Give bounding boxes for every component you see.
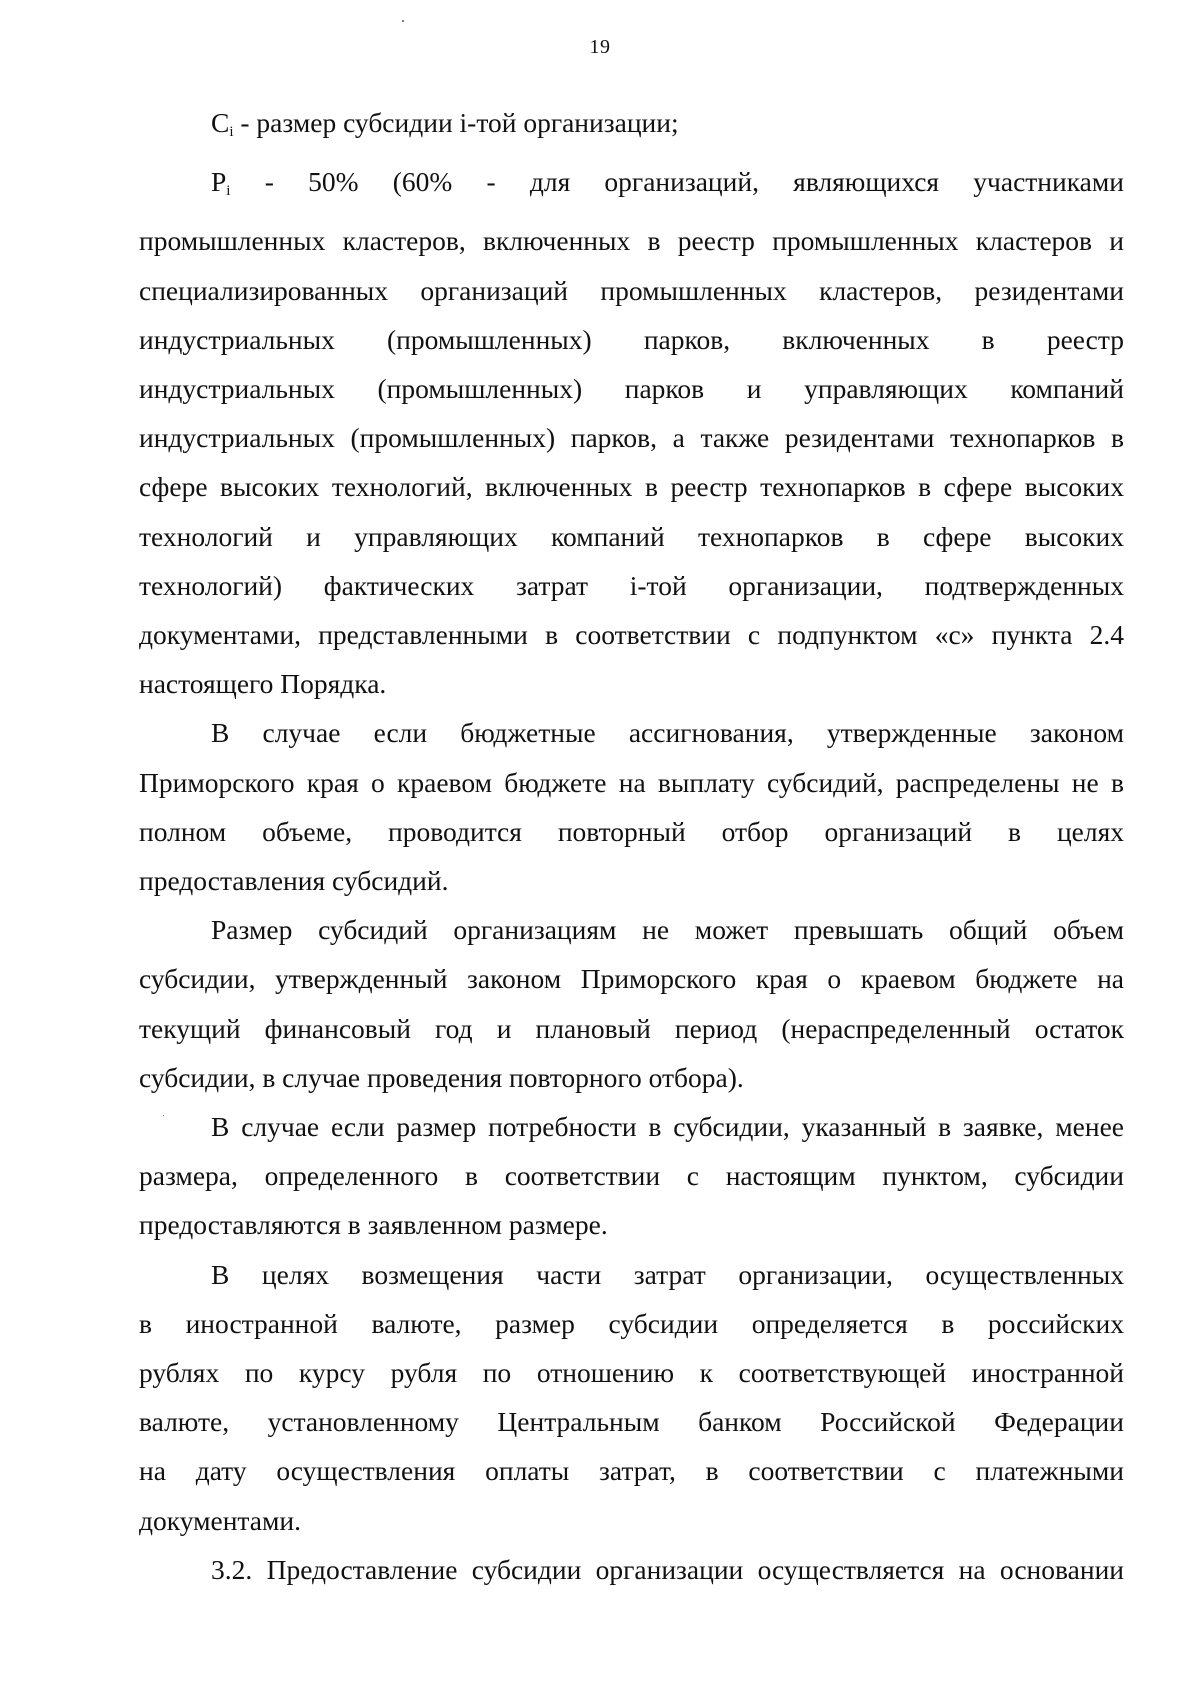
text-line: индустриальных (промышленных) парков и управляющих компаний	[139, 373, 1124, 405]
text-line: текущий финансовый год и плановый период (нераспределенный остаток	[139, 1012, 1124, 1044]
text-line: В целях возмещения части затрат организации, осуществленных	[211, 1258, 1124, 1290]
subscript-i: i	[226, 183, 231, 200]
page-number: 19	[589, 36, 611, 58]
text-line: индустриальных (промышленных) парков, а также резидентами технопарков в	[139, 422, 1124, 454]
text-line: субсидии, утвержденный законом Приморского края о краевом бюджете на	[139, 963, 1124, 995]
text-line: Приморского края о краевом бюджете на выплату субсидий, распределены не в	[139, 766, 1124, 798]
text-line: субсидии, в случае проведения повторного отбора).	[139, 1061, 744, 1093]
paragraph-declared-amount	[139, 1102, 1124, 1250]
text-line: 3.2. Предоставление субсидии организации осуществляется на основании	[211, 1553, 1124, 1585]
text-line: рублях по курсу рубля по отношению к соответствующей иностранной	[139, 1357, 1124, 1389]
text-fragment: - 50% (60% - для организаций, являющихся участниками	[230, 166, 1124, 198]
text-line: технологий и управляющих компаний технопарков в сфере высоких	[139, 520, 1124, 552]
paragraph-foreign-currency	[139, 1250, 1124, 1545]
text-line: В случае если бюджетные ассигнования, утвержденные законом	[211, 717, 1124, 749]
text-line: валюте, установленному Центральным банком Российской Федерации	[139, 1406, 1124, 1438]
text-line: документами, представленными в соответствии с подпунктом «с» пункта 2.4	[139, 619, 1124, 651]
variable-c: C	[211, 107, 230, 138]
text-line: документами.	[139, 1504, 301, 1536]
text-line: В случае если размер потребности в субсидии, указанный в заявке, менее	[211, 1111, 1124, 1143]
text-line: предоставляются в заявленном размере.	[139, 1209, 608, 1241]
text-line: сфере высоких технологий, включенных в реестр технопарков в сфере высоких	[139, 471, 1124, 503]
text-line: индустриальных (промышленных) парков, включенных в реестр	[139, 323, 1124, 355]
paragraph-repeated-selection	[139, 708, 1124, 905]
text-line	[139, 98, 1124, 157]
text-line: технологий) фактических затрат i-той организации, подтвержденных	[139, 569, 1124, 601]
text-fragment: - размер субсидии i-той организации;	[233, 107, 679, 138]
scan-speck	[402, 20, 404, 22]
paragraph-subsidy-limit	[139, 905, 1124, 1102]
text-line: промышленных кластеров, включенных в реестр промышленных кластеров и	[139, 225, 1124, 257]
document-body	[139, 98, 1124, 1594]
variable-p: P	[211, 166, 227, 198]
text-line: настоящего Порядка.	[139, 668, 387, 700]
text-line: Размер субсидий организациям не может превышать общий объем	[211, 914, 1124, 946]
text-line: на дату осуществления оплаты затрат, в соответствии с платежными	[139, 1455, 1124, 1487]
subscript-i: i	[229, 124, 234, 140]
text-line	[139, 157, 1124, 216]
paragraph-section-3-2	[139, 1545, 1124, 1594]
text-line: полном объеме, проводится повторный отбор организаций в целях	[139, 815, 1124, 847]
text-line: специализированных организаций промышленных кластеров, резидентами	[139, 274, 1124, 306]
text-line: предоставления субсидий.	[139, 865, 449, 897]
paragraph-pi-definition	[139, 157, 1124, 708]
text-line: размера, определенного в соответствии с настоящим пунктом, субсидии	[139, 1160, 1124, 1192]
paragraph-ci-definition	[139, 98, 1124, 157]
text-line: в иностранной валюте, размер субсидии определяется в российских	[139, 1307, 1124, 1339]
